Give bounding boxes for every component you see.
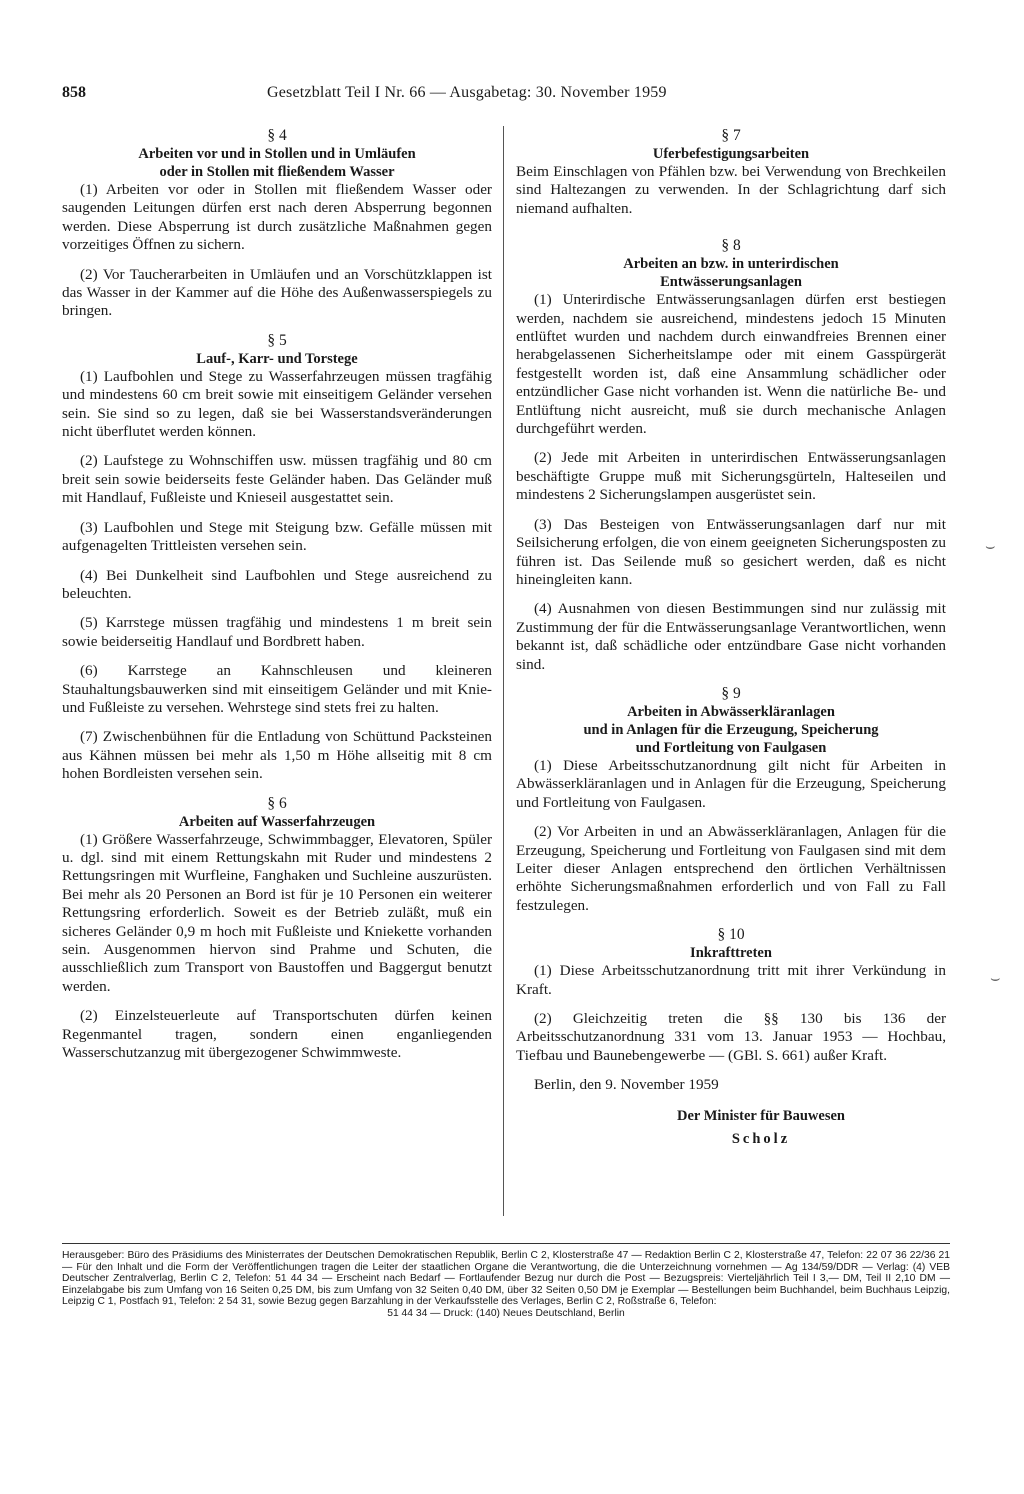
footer-rule [62, 1243, 950, 1244]
paragraph: (5) Karrstege müssen tragfähig und mindestens 1 m breit sein sowie beiderseitig Handlauf und Bordbrett haben. [62, 614, 492, 650]
paragraph: (6) Karrstege an Kahnschleusen und kleineren Stauhaltungsbauwerken sind mit einseitigem Geländer und mit Knie- und Fußleiste zu versehen. Wehrstege sind stets frei zu halten. [62, 662, 492, 716]
paragraph: Beim Einschlagen von Pfählen bzw. bei Verwendung von Brechkeilen sind Haltezangen zu verwenden. In der Schlagrichtung darf sich niemand aufhalten. [516, 163, 946, 217]
paragraph: (4) Bei Dunkelheit sind Laufbohlen und Stege ausreichend zu beleuchten. [62, 566, 492, 602]
paragraph: (2) Vor Taucherarbeiten in Umläufen und an Vorschützklappen ist das Wasser in der Kammer auf die Höhe des Außenwasserspiegels zu bringen. [62, 265, 492, 320]
place-date: Berlin, den 9. November 1959 [534, 1076, 719, 1094]
section-number: § 6 [267, 794, 287, 812]
section-heading: Uferbefestigungsarbeiten [652, 146, 810, 162]
section-10 [516, 926, 946, 1065]
section-7 [516, 127, 946, 218]
section-heading: Lauf-, Karr- und Torstege [196, 350, 358, 367]
paragraph: (2) Jede mit Arbeiten in unterirdischen Entwässerungsanlagen beschäftigte Gruppe muß mit Sicherungsgürteln, Halteseilen und mindestens 2 Sicherungslampen ausgerüstet sein. [516, 449, 946, 504]
paragraph: (7) Zwischenbühnen für die Entladung von Schüttund Packsteinen aus Kähnen müssen bei mehr als 1,50 m Höhe allseitig mit 8 cm hohen Bordleisten versehen sein. [62, 728, 492, 783]
paragraph: (1) Diese Arbeitsschutzanordnung gilt nicht für Arbeiten in Abwässerkläranlagen und in Anlagen für die Erzeugung, Speicherung und Fortleitung von Faulgasen. [516, 756, 946, 811]
imprint-last-line: 51 44 34 — Druck: (140) Neues Deutschland, Berlin [387, 1307, 625, 1319]
spacer [516, 229, 946, 237]
section-heading: Arbeiten vor und in Stollen und in Umläufen [138, 146, 416, 162]
page-header [62, 84, 762, 108]
signature-block [516, 1076, 946, 1147]
section-heading: Inkrafttreten [690, 945, 772, 962]
section-6 [62, 795, 492, 1063]
paragraph: (1) Diese Arbeitsschutzanordnung tritt mit ihrer Verkündung in Kraft. [516, 962, 946, 998]
margin-mark: ⌣ [985, 538, 996, 555]
section-heading: Arbeiten auf Wasserfahrzeugen [178, 813, 376, 830]
paragraph: (1) Größere Wasserfahrzeuge, Schwimmbagger, Elevatoren, Spüler u. dgl. sind mit einem Rettungskahn mit Ruder und mindestens 2 Rettungsringen mit Wurfleine, Fanghaken und Suchleine auszurüsten. Bei mehr als 20 Personen an Bord ist für je 10 Personen ein weiterer Rettungsring erforderlich. Soweit es der Betrieb zuläßt, muß ein sicheres Geländer 0,9 m hoch mit Fußleiste und Kniekette vorhanden sein. Ausgenommen hiervon sind Prahme und Schuten, die ausschließlich zum Transport von Baustoffen und Baggergut benutzt werden. [62, 830, 492, 995]
paragraph: (3) Das Besteigen von Entwässerungsanlagen darf nur mit Seilsicherung erfolgen, die von einem geeigneten Sicherungsposten zu führen ist. Das Seilende muß so gesichert werden, daß es nicht hineingleiten kann. [516, 515, 946, 588]
section-number: § 8 [721, 237, 741, 255]
imprint-text: Herausgeber: Büro des Präsidiums des Ministerrates der Deutschen Demokratischen Republik, Berlin C 2, Klosterstraße 47 — Redaktion Berlin C 2, Klosterstraße 47, Telefon: 22 07 36 22/36 21 — Für den Inhalt und die Form der Veröffentlichungen tragen die Leiter der staatlichen Organe die Verantwortung, die die Unterzeichnung vornehmen — Ag 134/59/DDR — Verlag: (4) VEB Deutscher Zentralverlag, Berlin C 2, Telefon: 51 44 34 — Erscheint nach Bedarf — Fortlaufender Bezug nur durch die Post — Bezugspreis: Vierteljährlich Teil I 3,— DM, Teil II 2,10 DM — Einzelabgabe bis zum Umfang von 16 Seiten 0,25 DM, bis zum Umfang von 32 Seiten 0,40 DM, über 32 Seiten 0,50 DM je Exemplar — Bestellungen beim Buchhandel, beim Buchhaus Leipzig, Leipzig C 1, Postfach 91, Telefon: 2 54 31, sowie Bezug gegen Barzahlung in der Verkaufsstelle des Verlages, Berlin C 2, Roßstraße 6, Telefon: [62, 1250, 950, 1308]
section-9 [516, 685, 946, 915]
paragraph: (2) Gleichzeitig treten die §§ 130 bis 136 der Arbeitsschutzanordnung 331 vom 13. Januar 1953 — Hochbau, Tiefbau und Baunebengewerbe — (GBl. S. 661) außer Kraft. [516, 1010, 946, 1064]
section-5 [62, 332, 492, 784]
section-heading: Entwässerungsanlagen [660, 274, 802, 291]
section-heading: und Fortleitung von Faulgasen [635, 739, 827, 756]
paragraph: (1) Unterirdische Entwässerungsanlagen dürfen erst bestiegen werden, nachdem sie ausreichend, mindestens jedoch 15 Minuten entlüftet wurden und nachdem durch einwandfreies Brennen einer herabgelassenen Sicherheitslampe oder mit einem Gasspürgerät festgestellt worden ist, daß eine Ansammlung schädlicher oder entzündlicher Gase nicht vorhanden ist. Wenn die natürliche Be- und Entlüftung nicht ausreicht, muß sie durch mechanische Anlagen durchgeführt werden. [516, 291, 946, 438]
paragraph: (1) Laufbohlen und Stege zu Wasserfahrzeugen müssen tragfähig und mindestens 60 cm breit sowie mit einseitigem Geländer versehen sein. Sie sind so zu legen, daß sie bei Wasserstandsveränderungen nicht überflutet werden können. [62, 367, 492, 441]
section-heading: und in Anlagen für die Erzeugung, Speicherung [583, 721, 879, 738]
section-heading: oder in Stollen mit fließendem Wasser [159, 164, 395, 180]
gazette-title: Gesetzblatt Teil I Nr. 66 — Ausgabetag: 30. November 1959 [267, 84, 667, 101]
paragraph: (3) Laufbohlen und Stege mit Steigung bzw. Gefälle müssen mit aufgenagelten Trittleisten versehen sein. [62, 518, 492, 555]
margin-mark: ⌣ [990, 970, 1001, 987]
imprint [62, 1250, 950, 1320]
section-number: § 9 [721, 684, 741, 702]
left-column [62, 127, 492, 1073]
paragraph: (2) Laufstege zu Wohnschiffen usw. müssen tragfähig und 80 cm breit sein sowie beiderseits feste Geländer haben. Das Geländer muß mit Handlauf, Fußleiste und Knieseil ausgestattet sein. [62, 452, 492, 507]
paragraph: (4) Ausnahmen von diesen Bestimmungen sind nur zulässig mit Zustimmung der für die Entwässerungsanlage Verantwortlichen, wenn bekannt ist, daß schädliche oder entzündbare Gase nicht vorhanden sind. [516, 600, 946, 673]
section-heading: Arbeiten in Abwässerkläranlagen [627, 703, 835, 720]
section-8 [516, 237, 946, 674]
section-number: § 5 [267, 331, 287, 349]
signatory-title: Der Minister für Bauwesen [677, 1107, 845, 1124]
paragraph: (1) Arbeiten vor oder in Stollen mit fließendem Wasser oder saugenden Leitungen dürfen erst nach deren Absperrung begonnen werden. Diese Absperrung ist durch zusätzliche Maßnahmen gegen vorzeitiges Öffnen zu sichern. [62, 181, 492, 254]
section-heading: Arbeiten an bzw. in unterirdischen [623, 256, 839, 273]
paragraph: (2) Einzelsteuerleute auf Transportschuten dürfen keinen Regenmantel tragen, sondern einen enganliegenden Wasserschutzanzug mit übergezogener Schwimmweste. [62, 1007, 492, 1062]
column-divider [503, 126, 504, 1216]
page-number: 858 [62, 84, 86, 101]
signatory-name: Scholz [731, 1130, 791, 1147]
section-number: § 7 [721, 127, 741, 144]
section-number: § 4 [267, 127, 287, 144]
paragraph: (2) Vor Arbeiten in und an Abwässerkläranlagen, Anlagen für die Erzeugung, Speicherung und Fortleitung von Faulgasen sind mit dem Leiter dieser Anlagen entsprechend den örtlichen Verhältnissen erhöhte Sicherungsmaßnahmen erforderlich und von Fall zu Fall festzulegen. [516, 823, 946, 914]
section-4 [62, 127, 492, 321]
right-column [516, 127, 946, 1148]
section-number: § 10 [717, 926, 745, 944]
